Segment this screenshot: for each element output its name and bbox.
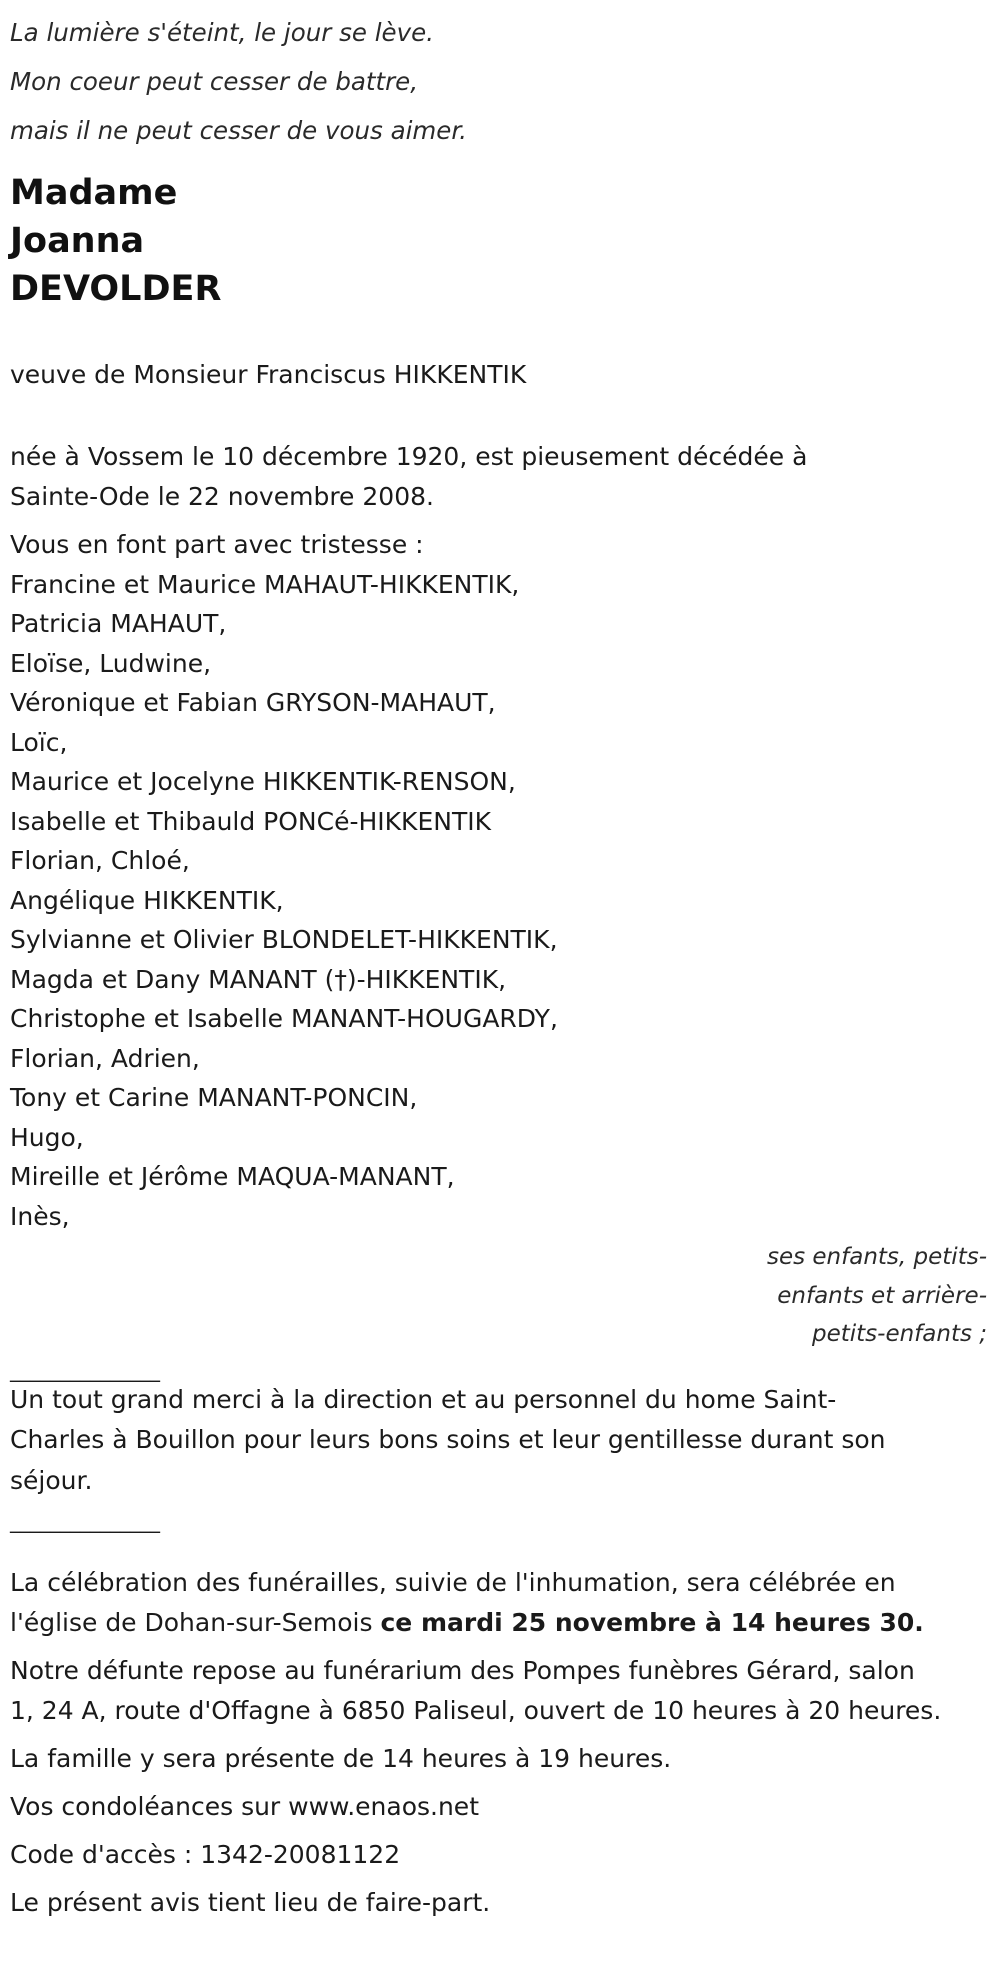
relation-line: petits-enfants ; <box>811 1321 987 1347</box>
ceremony-line <box>10 1603 990 1643</box>
deceased-name <box>10 169 990 313</box>
funerarium-info <box>10 1651 990 1731</box>
deceased-first-name: Joanna <box>10 221 145 261</box>
obituary-notice <box>10 0 990 1923</box>
separator-line: _______________ <box>10 1509 160 1533</box>
family-presence: La famille y sera présente de 14 heures à 19 heures. <box>10 1744 672 1773</box>
birth-death-line: née à Vossem le 10 décembre 1920, est pieusement décédée à <box>10 442 808 471</box>
relation-line: ses enfants, petits- <box>766 1244 987 1270</box>
family-intro: Vous en font part avec tristesse : <box>10 530 424 559</box>
funerarium-line: Notre défunte repose au funérarium des Pompes funèbres Gérard, salon <box>10 1656 915 1685</box>
family-member: Francine et Maurice MAHAUT-HIKKENTIK, <box>10 569 520 599</box>
family-member: Isabelle et Thibauld PONCé-HIKKENTIK <box>10 806 491 836</box>
family-member: Angélique HIKKENTIK, <box>10 885 284 915</box>
separator-line: _______________ <box>10 1357 160 1382</box>
ceremony-info <box>10 1563 990 1643</box>
ceremony-date: ce mardi 25 novembre à 14 heures 30. <box>380 1608 924 1637</box>
thanks-line: Un tout grand merci à la direction et au personnel du home Saint- <box>10 1384 837 1414</box>
family-member: Véronique et Fabian GRYSON-MAHAUT, <box>10 688 496 717</box>
relation-line: enfants et arrière- <box>777 1282 987 1309</box>
ceremony-place: l'église de Dohan-sur-Semois <box>10 1608 381 1637</box>
family-member: Christophe et Isabelle MANANT-HOUGARDY, <box>10 1004 558 1033</box>
birth-death-line: Sainte-Ode le 22 novembre 2008. <box>10 482 434 511</box>
family-relation <box>10 1238 987 1354</box>
deceased-title: Madame <box>10 173 178 213</box>
family-member: Inès, <box>10 1201 70 1231</box>
family-member: Eloïse, Ludwine, <box>10 648 212 678</box>
family-members <box>10 565 990 1237</box>
thanks-message <box>10 1380 990 1502</box>
family-member: Patricia MAHAUT, <box>10 609 227 638</box>
family-member: Magda et Dany MANANT (†)-HIKKENTIK, <box>10 964 507 994</box>
notice-footer: Le présent avis tient lieu de faire-part. <box>10 1888 491 1917</box>
family-member: Tony et Carine MANANT-PONCIN, <box>10 1083 418 1112</box>
family-member: Mireille et Jérôme MAQUA-MANANT, <box>10 1162 455 1191</box>
family-member: Florian, Chloé, <box>10 846 190 875</box>
family-member: Florian, Adrien, <box>10 1043 200 1073</box>
family-member: Maurice et Jocelyne HIKKENTIK-RENSON, <box>10 767 516 796</box>
thanks-line: Charles à Bouillon pour leurs bons soins et leur gentillesse durant son <box>10 1425 886 1454</box>
birth-death-info <box>10 437 990 517</box>
poem <box>10 8 990 155</box>
widow-of: veuve de Monsieur Franciscus HIKKENTIK <box>10 360 527 389</box>
poem-line: La lumière s'éteint, le jour se lève. <box>10 18 434 47</box>
poem-line: mais il ne peut cesser de vous aimer. <box>10 116 467 145</box>
deceased-last-name: DEVOLDER <box>10 269 222 309</box>
thanks-line: séjour. <box>10 1465 93 1495</box>
access-code: Code d'accès : 1342-20081122 <box>10 1840 401 1869</box>
ceremony-line: La célébration des funérailles, suivie de l'inhumation, sera célébrée en <box>10 1568 896 1597</box>
funerarium-line: 1, 24 A, route d'Offagne à 6850 Paliseul, ouvert de 10 heures à 20 heures. <box>10 1696 942 1725</box>
family-member: Hugo, <box>10 1122 84 1152</box>
condolences-info: Vos condoléances sur www.enaos.net <box>10 1792 479 1821</box>
family-member: Sylvianne et Olivier BLONDELET-HIKKENTIK, <box>10 925 558 954</box>
family-member: Loïc, <box>10 727 68 757</box>
poem-line: Mon coeur peut cesser de battre, <box>10 67 419 96</box>
